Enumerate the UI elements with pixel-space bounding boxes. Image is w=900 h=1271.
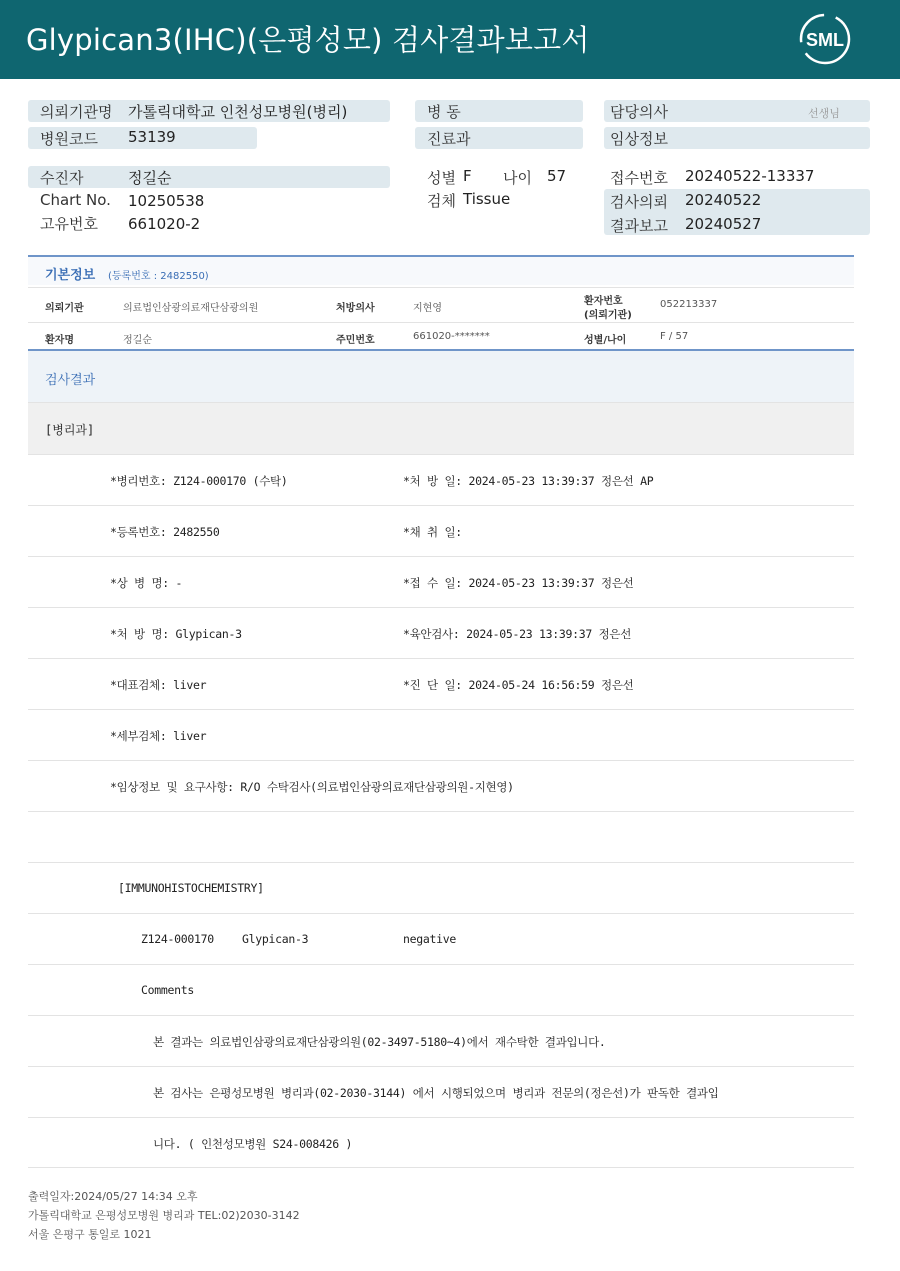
basic-key: 처방의사 [336,303,375,314]
result-right: *진 단 일: 2024-05-24 16:56:59 정은선 [403,678,634,692]
result-title: 검사결과 [45,373,96,388]
basic-key: 환자번호 [584,296,623,307]
basic-info-title: 기본정보 [45,268,96,283]
report-label: 결과보고 [610,217,668,235]
basic-value: 의료법인삼광의료재단삼광의원 [123,303,259,314]
report-value: 20240527 [685,215,762,233]
basic-key: (의뢰기관) [584,310,632,321]
result-row [28,658,854,709]
comments-row [28,964,854,1015]
basic-value: 052213337 [660,299,718,310]
ihc-id: Z124-000170 [141,932,214,946]
chart-value: 10250538 [128,192,205,210]
specimen-value: Tissue [463,190,511,208]
result-row [28,505,854,556]
basic-info-header [28,255,854,285]
ihc-title: [IMMUNOHISTOCHEMISTRY] [118,881,264,895]
basic-key: 의뢰기관 [45,303,84,314]
result-left: *등록번호: 2482550 [110,525,220,539]
comments-title: Comments [141,983,194,997]
result-right: *접 수 일: 2024-05-23 13:39:37 정은선 [403,576,634,590]
comment-text: 본 결과는 의료법인삼광의료재단삼광의원(02-3497-5180~4)에서 재수탁한 결과입니다. [153,1035,606,1049]
footer-dept: 가톨릭대학교 은평성모병원 병리과 TEL:02)2030-3142 [28,1209,300,1222]
sml-logo-icon [798,12,852,66]
comment-text: 니다. ( 인천성모병원 S24-008426 ) [153,1137,353,1151]
result-row [28,709,854,760]
dept-header [28,402,854,454]
dept-label: [병리과] [45,423,95,437]
request-label: 검사의뢰 [610,193,668,211]
ihc-result-row [28,913,854,964]
basic-info-reg: (등록번호 : 2482550) [108,271,209,282]
ihc-result: negative [403,932,456,946]
result-right: *처 방 일: 2024-05-23 13:39:37 정은선 AP [403,474,654,488]
comment-row [28,1117,854,1168]
hospital-code-value: 53139 [128,128,176,146]
footer-address: 서울 은평구 통일로 1021 [28,1228,152,1241]
result-right: *육안검사: 2024-05-23 13:39:37 정은선 [403,627,632,641]
comment-text: 본 검사는 은평성모병원 병리과(02-2030-3144) 에서 시행되었으며 병리과 전문의(정은선)가 판독한 결과입 [153,1086,719,1100]
result-left: *대표검체: liver [110,678,207,692]
specimen-label: 검체 [427,192,456,210]
result-left: *임상정보 및 요구사항: R/O 수탁검사(의료법인삼광의료재단삼광의원-지현영) [110,780,514,794]
patient-label: 수진자 [40,169,84,187]
dept-label: 진료과 [427,130,471,148]
basic-key: 주민번호 [336,335,375,346]
result-row [28,454,854,505]
result-row-empty [28,811,854,862]
result-header [28,349,854,402]
receipt-value: 20240522-13337 [685,167,815,185]
result-right: *채 취 일: [403,525,462,539]
doctor-suffix: 선생님 [808,107,840,120]
basic-info-row [28,322,854,349]
basic-info-row [28,287,854,322]
sex-value: F [463,167,472,185]
comment-row [28,1015,854,1066]
report-header [0,0,900,79]
ihc-name: Glypican-3 [242,932,309,946]
result-row [28,556,854,607]
receipt-label: 접수번호 [610,169,668,187]
result-row [28,760,854,811]
chart-label: Chart No. [40,191,111,209]
comment-row [28,1066,854,1117]
basic-key: 환자명 [45,335,74,346]
hospital-code-label: 병원코드 [40,130,98,148]
age-value: 57 [547,167,567,185]
result-left: *상 병 명: - [110,576,183,590]
basic-value: 정길순 [123,335,152,346]
unique-label: 고유번호 [40,215,98,233]
result-left: *병리번호: Z124-000170 (수탁) [110,474,288,488]
basic-value: 661020-******* [413,331,490,342]
result-left: *세부검체: liver [110,729,207,743]
result-left: *처 방 명: Glypican-3 [110,627,242,641]
age-label: 나이 [503,169,532,187]
agency-label: 의뢰기관명 [40,103,113,121]
agency-value: 가톨릭대학교 인천성모병원(병리) [128,103,348,121]
basic-value: 지현영 [413,303,442,314]
result-row [28,607,854,658]
patient-value: 정길순 [128,169,172,187]
unique-value: 661020-2 [128,215,201,233]
clinical-label: 임상정보 [610,130,668,148]
logo-text: SML [806,30,844,50]
doctor-label: 담당의사 [610,103,668,121]
basic-key: 성별/나이 [584,335,627,346]
ward-label: 병 동 [427,103,461,121]
sex-label: 성별 [427,169,456,187]
request-value: 20240522 [685,191,762,209]
ihc-title-row [28,862,854,913]
basic-value: F / 57 [660,331,689,342]
footer-printed: 출력일자:2024/05/27 14:34 오후 [28,1190,198,1203]
report-title: Glypican3(IHC)(은평성모) 검사결과보고서 [26,23,590,57]
